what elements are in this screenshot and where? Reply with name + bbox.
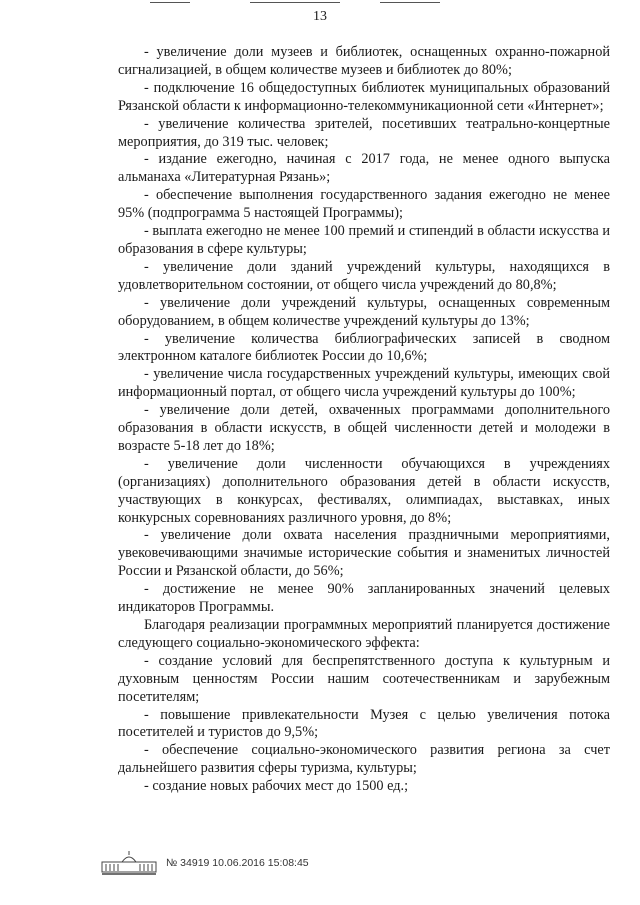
paragraph: - увеличение количества зрителей, посетивших театрально-концертные мероприятия, до 319 тыс. человек;: [118, 115, 610, 150]
paragraph: - обеспечение социально-экономического развития региона за счет дальнейшего развития сферы туризма, культуры;: [118, 742, 610, 777]
scan-artifact: [250, 2, 340, 3]
paragraph: - обеспечение выполнения государственного задания ежегодно не менее 95% (подпрограмма 5 настоящей Программы);: [118, 187, 610, 222]
paragraph: - увеличение числа государственных учреждений культуры, имеющих свой информационный портал, от общего числа учреждений культуры до 100%;: [118, 366, 610, 401]
paragraph: Благодаря реализации программных мероприятий планируется достижение следующего социально-экономического эффекта:: [118, 617, 610, 651]
page-number: 13: [313, 9, 327, 24]
paragraph: - создание условий для беспрепятственного доступа к культурным и духовным ценностям России нашим соотечественникам и зарубежным посетителям;: [118, 652, 610, 705]
paragraph: - выплата ежегодно не менее 100 премий и стипендий в области искусства и образования в сфере культуры;: [118, 223, 610, 257]
scan-artifact: [380, 2, 440, 3]
document-body: [118, 44, 610, 796]
paragraph: - увеличение количества библиографических записей в сводном электронном каталоге библиотек России до 10,6%;: [118, 330, 610, 365]
building-emblem-icon: [100, 850, 158, 876]
paragraph: - увеличение доли учреждений культуры, оснащенных современным оборудованием, в общем количестве учреждений культуры до 13%;: [118, 294, 610, 329]
paragraph: - увеличение доли детей, охваченных программами дополнительного образования в области искусств, в общей численности детей и молодежи в возрасте 5-18 лет до 18%;: [118, 402, 610, 454]
document-footer: [100, 850, 309, 876]
paragraph: - издание ежегодно, начиная с 2017 года, не менее одного выпуска альманаха «Литературная Рязань»;: [118, 151, 610, 186]
paragraph: - увеличение доли численности обучающихся в учреждениях (организациях) дополнительного образования детей в области искусств, участвующих в конкурсах, фестивалях, олимпиадах, выставках, иных конкурсных соревнованиях различного уровня, до 8%;: [118, 455, 610, 526]
paragraph: - достижение не менее 90% запланированных значений целевых индикаторов Программы.: [118, 581, 610, 616]
paragraph: - создание новых рабочих мест до 1500 ед.;: [144, 778, 409, 795]
paragraph: - подключение 16 общедоступных библиотек муниципальных образований Рязанской области к информационно-телекоммуникационной сети «Интернет»;: [118, 79, 610, 114]
scan-artifact: [150, 2, 190, 3]
registration-stamp: № 34919 10.06.2016 15:08:45: [166, 857, 309, 869]
paragraph: - увеличение доли охвата населения праздничными мероприятиями, увековечивающими значимые исторические события и знаменитых личностей России и Рязанской области, до 56%;: [118, 527, 610, 580]
paragraph: - повышение привлекательности Музея с целью увеличения потока посетителей и туристов до 9,5%;: [118, 706, 610, 741]
paragraph: - увеличение доли музеев и библиотек, оснащенных охранно-пожарной сигнализацией, в общем количестве музеев и библиотек до 80%;: [118, 44, 610, 78]
paragraph: - увеличение доли зданий учреждений культуры, находящихся в удовлетворительном состоянии, от общего числа учреждений до 80,8%;: [118, 258, 610, 293]
